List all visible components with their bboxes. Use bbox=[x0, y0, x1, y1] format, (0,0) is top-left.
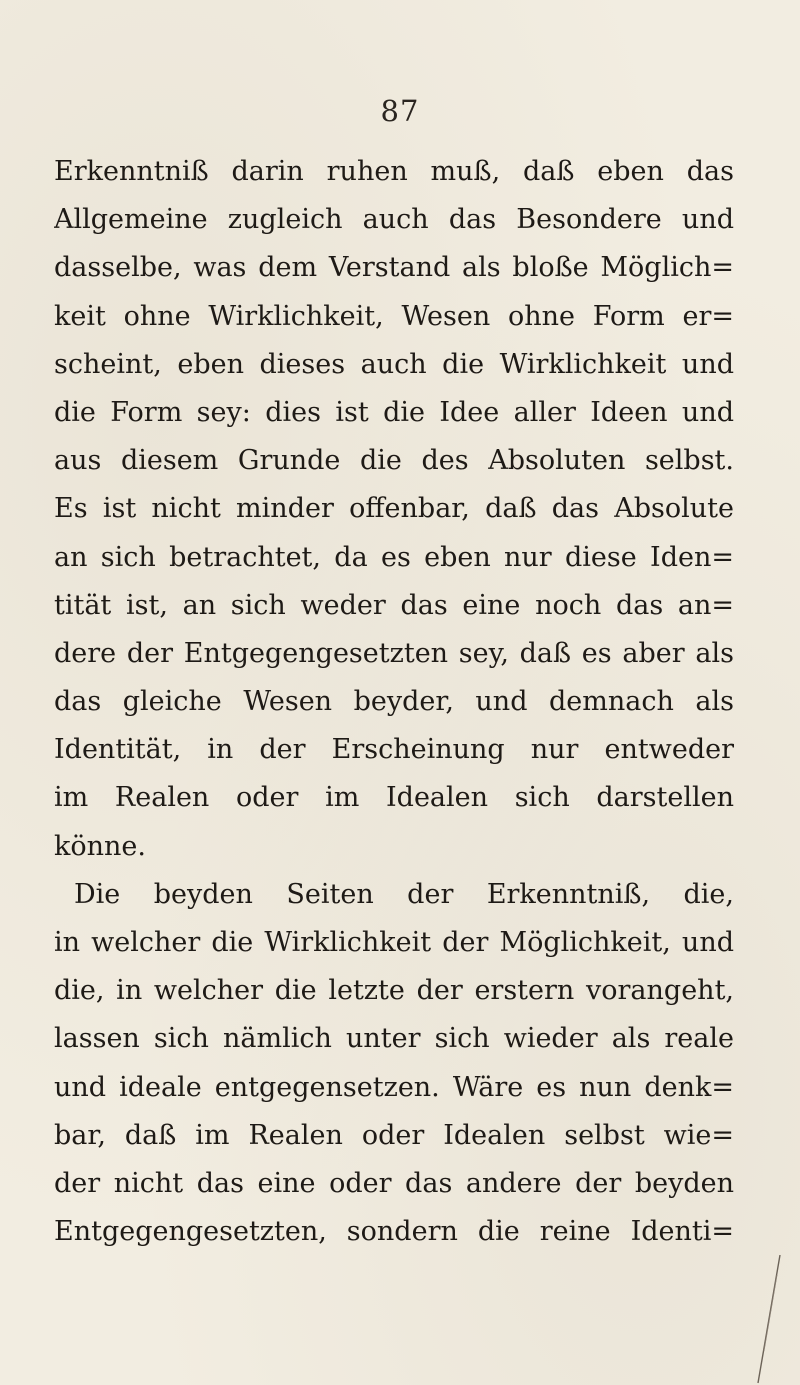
text-line-8: Es ist nicht minder offenbar, daß das Absolute bbox=[54, 493, 734, 525]
text-line-5: scheint, eben dieses auch die Wirklichkeit und bbox=[54, 348, 734, 380]
text-line-21: bar, daß im Realen oder Idealen selbst wie= bbox=[54, 1119, 734, 1151]
text-line-17: in welcher die Wirklichkeit der Möglichkeit, und bbox=[54, 927, 734, 958]
text-line-1: Erkenntniß darin ruhen muß, daß eben das bbox=[54, 156, 734, 187]
text-line-2: Allgemeine zugleich auch das Besondere und bbox=[54, 204, 734, 236]
text-line-4: keit ohne Wirklichkeit, Wesen ohne Form er= bbox=[54, 300, 734, 332]
text-line-19: lassen sich nämlich unter sich wieder als reale bbox=[54, 1023, 734, 1055]
text-line-15: könne. bbox=[54, 830, 146, 862]
text-line-9: an sich betrachtet, da es eben nur diese Iden= bbox=[54, 541, 734, 573]
text-line-13: Identität, in der Erscheinung nur entweder bbox=[54, 734, 734, 766]
text-line-20: und ideale entgegensetzen. Wäre es nun denk= bbox=[54, 1071, 734, 1103]
text-line-7: aus diesem Grunde die des Absoluten selbst. bbox=[54, 445, 734, 477]
text-line-16: Die beyden Seiten der Erkenntniß, die, bbox=[74, 878, 734, 910]
text-line-14: im Realen oder im Idealen sich darstellen bbox=[54, 782, 734, 814]
body-text bbox=[54, 148, 734, 1256]
text-line-12: das gleiche Wesen beyder, und demnach als bbox=[54, 686, 734, 718]
text-line-3: dasselbe, was dem Verstand als bloße Möglich= bbox=[54, 252, 734, 284]
text-line-18: die, in welcher die letzte der erstern vorangeht, bbox=[54, 975, 734, 1007]
page-edge-mark bbox=[752, 1255, 782, 1385]
text-line-23: Entgegengesetzten, sondern die reine Identi= bbox=[54, 1216, 734, 1248]
text-line-22: der nicht das eine oder das andere der beyden bbox=[54, 1167, 734, 1199]
text-line-10: tität ist, an sich weder das eine noch das an= bbox=[54, 589, 734, 621]
text-line-11: dere der Entgegengesetzten sey, daß es aber als bbox=[54, 637, 734, 669]
page-number: 87 bbox=[380, 94, 420, 128]
text-line-6: die Form sey: dies ist die Idee aller Ideen und bbox=[54, 396, 734, 428]
